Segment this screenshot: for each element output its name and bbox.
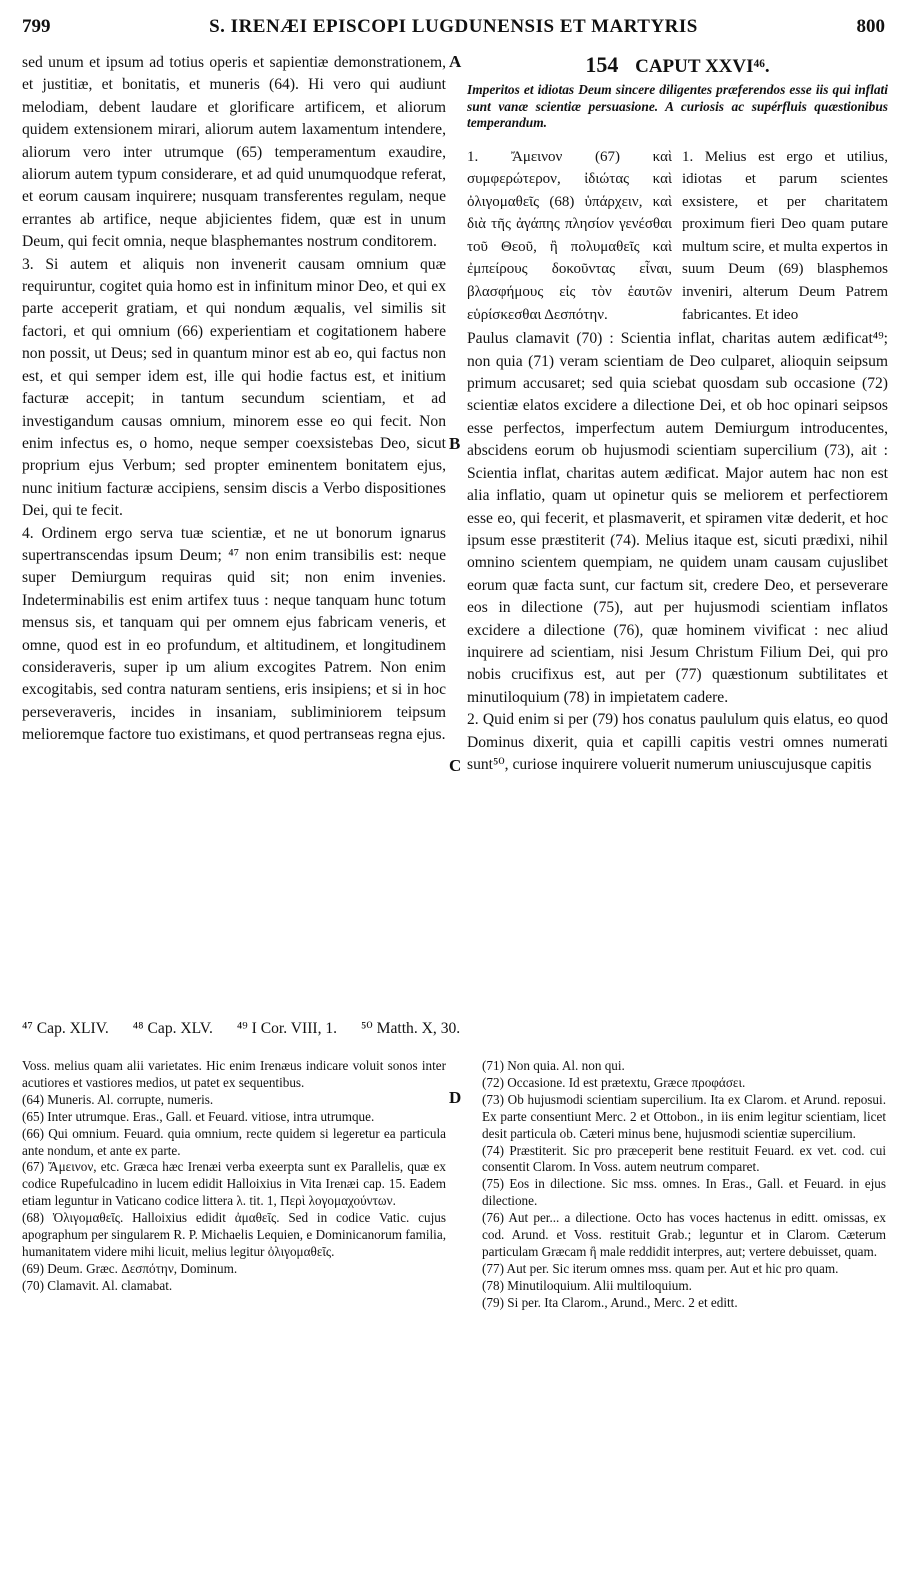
chapter-summary: Imperitos et idiotas Deum sincere diligentes præferendos esse iis qui inflati sunt vanæ scientiæ persuasione. A curiosis ac supérfluis quæstionibus temperandum. [467, 82, 888, 130]
right-page-number: 800 [856, 16, 885, 37]
note: (75) Eos in dilectione. Sic mss. omnes. In Eras., Gall. et Feuard. in ejus dilectione. [482, 1176, 886, 1209]
note: (64) Muneris. Al. corrupte, numeris. [22, 1091, 214, 1107]
margin-marker-b: B [449, 434, 461, 453]
note: (65) Inter utrumque. Eras., Gall. et Feuard. vitiose, intra utrumque. [22, 1108, 375, 1124]
right-column [467, 52, 888, 776]
right-paragraph-continuation: Paulus clamavit (70) : Scientia inflat, charitas autem ædificat⁴⁹; non quia (71) veram scientiam de Deo culparet, alioquin seipsum primum accusaret; sed quia sciebat quosdam sub occasione (72) scientiæ elatos excidere a dilectione Dei, et ob hoc opinari seipsos esse perfectos, imperfectum autem Demiurgum introducentes, abscidens eorum ob hujusmodi scientiam supercilium (73), ait : Scientia inflat, charitas autem ædificat. Major autem hac non est alia inflatio, quam ut opinetur quis se meliorem et perfectiorem esse eo, qui fecerit, et plasmaverit, et spiramen vitæ dederit, et hoc ipsum esse præstiterit (74). Melius itaque est, sicuti prædixi, nihil omnino scientem quempiam, ne quidem unam causam cujuslibet eorum quæ facta sunt, cur factum sit, credere Deo, et perseverare eos in dilectione (75), aut per hujusmodi scientiam inflatos excidere a dilectione (76), quæ hominem vivificat : nec aliud inquirere ad scientiam, nisi Jesum Christum Filium Dei, qui pro nobis crucifixus est, aut per (77) quæstionum subtilitates et minutiloquium (78) in impietatem cadere. [467, 330, 888, 706]
note: (68) Ὀλιγομαθεῖς. Halloixius edidit ἀμαθεῖς. Sed in codice Vatic. cujus apographum per singularem R. P. Michaelis Lequien, e Dominicanorum familia, humanitatem videre mihi licuit, melius legitur ὀλιγομαθεῖς. [22, 1210, 446, 1259]
note: Voss. melius quam alii varietates. Hic enim Irenæus indicare voluit sonos inter acutiores et vastiores medios, ut patet ex sequentibus. [22, 1058, 446, 1090]
scripture-references [22, 1018, 882, 1040]
left-paragraph-3: 4. Ordinem ergo serva tuæ scientiæ, et ne ut bonorum ignarus supertranscendas ipsum Deum; ⁴⁷ non enim transibilis est: neque super Demiurgum requiras quid sit; non enim invenies. Indeterminabilis est enim artifex tuus : neque tanquam hunc totum mensus sis, et tanquam qui per omnem ejus fabricam veneris, et omne, quod est in eo profundum, et altitudinem, et longitudinem consideraveris, super ip um alium excogites Patrem. Non enim excogitabis, sed contra naturam sentiens, eris insipiens; et si in hoc perseveraveris, incides in insaniam, subliminiorem teipsum melioremque factore tuo existimans, et quod pertranseas regna ejus. [22, 524, 446, 744]
scripture-ref: ⁵⁰ Matth. X, 30. [361, 1020, 461, 1037]
running-header [22, 16, 885, 40]
chapter-heading [467, 52, 888, 80]
note: (79) Si per. Ita Clarom., Arund., Merc. 2 et editt. [482, 1294, 738, 1310]
note: (66) Qui omnium. Feuard. quia omnium, recte quidem si legeretur ea particula ante nondum, et ante ex parte. [22, 1125, 446, 1158]
margin-marker-d: D [449, 1088, 462, 1107]
note: (71) Non quia. Al. non qui. [482, 1058, 625, 1073]
scripture-ref: ⁴⁸ Cap. XLV. [132, 1020, 213, 1037]
scripture-ref: ⁴⁹ I Cor. VIII, 1. [236, 1020, 338, 1037]
note: (67) Ἄμεινον, etc. Græca hæc Irenæi verba exeerpta sunt ex Parallelis, quæ ex codice Rupefulcadino in lucem edidit Halloixius in Vita Irenæi cap. 15. Eadem etiam leguntur in Vaticano codice littera λ. tit. 1, Περὶ λογομαχούντων. [22, 1159, 446, 1209]
notes-left [22, 1058, 446, 1295]
note: (72) Occasione. Id est prætextu, Græce προφάσει. [482, 1074, 746, 1090]
margin-marker-c: C [449, 756, 462, 775]
chapter-title: CAPUT XXVI⁴⁶. [635, 56, 770, 77]
left-column [22, 52, 446, 747]
latin-parallel-text: 1. Melius est ergo et utilius, idiotas et parum scientes exsistere, et per charitatem proximum fieri Deo quam putare multum scire, et multa expertos in suum Deum (69) blasphemos inveniri, alterum Deum Patrem fabricantes. Et ideo [682, 148, 888, 323]
note: (73) Ob hujusmodi scientiam supercilium. Ita ex Clarom. et Arund. reposui. Ex parte consentiunt Merc. 2 et Ottobon., in iis enim legitur scientiam, licet desit particula ob. Cæteri minus bene, hujusmodi scientiæ supercilium. [482, 1091, 886, 1141]
left-paragraph-2: 3. Si autem et aliquis non invenerit causam omnium quæ requiruntur, cogitet quia homo est in infinitum minor Deo, et qui ex parte acceperit gratiam, et qui nondum æqualis, vel similis sit factori, et qui omnium (66) experientiam et cogitationem habere non possit, ut Deus; sed in quantum minor est ab eo, qui factus non est, et qui semper idem est, ille qui hodie factus est, et initium facturæ accepit; in tantum secundum scientiam, et ad investigandum causas omnium, minorem esse eo qui fecit. Non enim infectus es, o homo, neque semper coexsistebas Deo, sicut proprium ejus Verbum; sed propter eminentem bonitatem ejus, nunc initium facturæ accipiens, sensim discis a Verbo dispositiones Dei, qui te fecit. [22, 255, 446, 520]
greek-text: 1. Ἄμεινον (67) καὶ συμφερώτερον, ἰδιώτας καὶ ὀλιγομαθεῖς (68) ὑπάρχειν, καὶ διὰ τῆς ἀγάπης πλησίον γενέσθαι τοῦ Θεοῦ, ἢ πολυμαθεῖς καὶ ἐμπείρους δοκοῦντας εἶναι, βλασφήμους εἰς τὸν ἑαυτῶν εὑρίσκεσθαι Δεσπότην. [467, 148, 672, 323]
note: (74) Præstiterit. Sic pro præceperit bene restituit Feuard. ex vet. cod. cui consentit Clarom. In Voss. autem neutrum comparet. [482, 1142, 886, 1175]
chapter-number: 154 [585, 52, 619, 77]
margin-marker-a: A [449, 52, 462, 71]
note: (70) Clamavit. Al. clamabat. [22, 1277, 173, 1293]
note: (76) Aut per... a dilectione. Octo has voces hactenus in editt. omissas, ex cod. Arund. et Voss. restituit Grab.; leguntur et in Clarom. Cæterum particulam Græcam ἢ male reddidit interpres, aut; vertere debuisset, quam. [482, 1210, 886, 1259]
note: (77) Aut per. Sic iterum omnes mss. quam per. Aut et hic pro quam. [482, 1260, 839, 1276]
right-paragraph-2: 2. Quid enim si per (79) hos conatus paululum quis elatus, eo quod Dominus dixerit, quia et capilli capitis vestri omnes numerati sunt⁵⁰, curiose inquirere voluerit numerum uniuscujusque capitis [467, 711, 888, 773]
left-paragraph-1: sed unum et ipsum ad totius operis et sapientiæ demonstrationem, et justitiæ, et bonitatis, et muneris (64). Hi vero qui audiunt melodiam, debent laudare et glorificare artificem, et aliorum quidem extensionem mirari, aliorum autem laxamentum intendere, aliorum vero inter utrumque (65) temperamentum exaudire, aliorum autem typum considerare, et ad quid unumquodque referat, et eorum causam inquirere; nusquam transferentes regulam, neque errantes ab artifice, neque abjicientes fidem, quæ est in unum Deum, qui fecit omnia, neque blasphemantes nostrum conditorem. [22, 54, 446, 251]
scripture-ref: ⁴⁷ Cap. XLIV. [22, 1020, 109, 1037]
left-page-number: 799 [22, 16, 51, 37]
notes-right [482, 1058, 886, 1312]
bilingual-block [467, 146, 888, 327]
running-title: S. IRENÆI EPISCOPI LUGDUNENSIS ET MARTYRIS [209, 16, 698, 37]
note: (69) Deum. Græc. Δεσπότην, Dominum. [22, 1260, 238, 1276]
note: (78) Minutiloquium. Alii multiloquium. [482, 1277, 692, 1293]
